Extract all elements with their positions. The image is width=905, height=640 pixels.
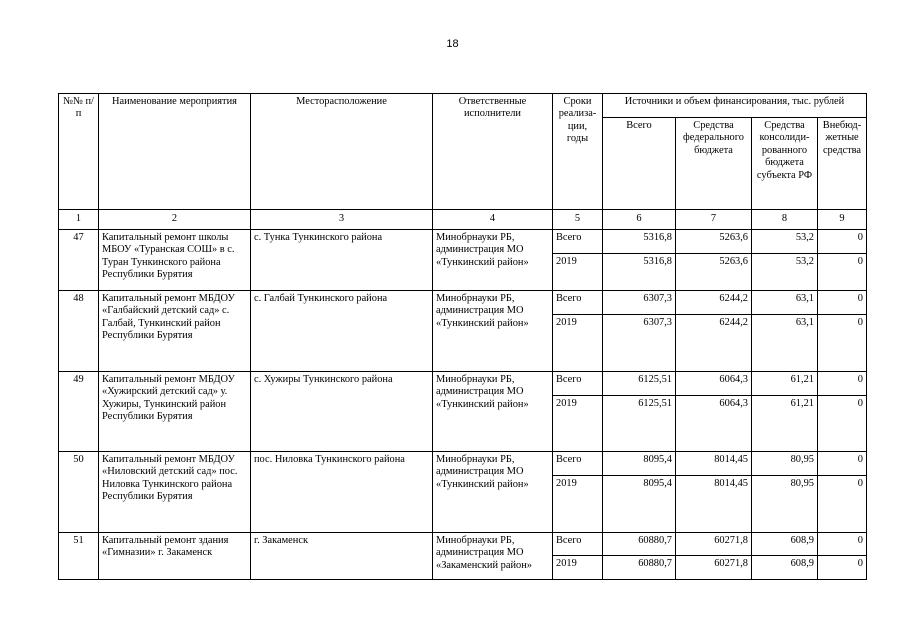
row-federal: 8014,45	[676, 452, 752, 476]
row-name: Капитальный ремонт школы МБОУ «Туранская СОШ» в с. Туран Тункинского района Республики Бурятия	[99, 230, 251, 291]
column-number: 6	[603, 210, 676, 230]
header-financing: Источники и объем финансирования, тыс. рублей	[603, 94, 867, 118]
row-total: 6125,51	[603, 396, 676, 452]
row-responsible: Минобрнауки РБ, администрация МО «Тункинский район»	[433, 230, 553, 291]
row-consolidated: 63,1	[752, 315, 818, 372]
row-term: Всего	[553, 291, 603, 315]
row-name: Капитальный ремонт МБДОУ «Ниловский детский сад» пос. Ниловка Тункинского района Республики Бурятия	[99, 452, 251, 533]
row-consolidated: 53,2	[752, 254, 818, 291]
table-row	[59, 230, 867, 254]
row-term: 2019	[553, 396, 603, 452]
row-location: с. Тунка Тункинского района	[251, 230, 433, 291]
row-federal: 5263,6	[676, 254, 752, 291]
row-term: 2019	[553, 315, 603, 372]
row-name: Капитальный ремонт МБДОУ «Хужирский детский сад» у. Хужиры, Тункинский район Республики Бурятия	[99, 372, 251, 452]
table-row	[59, 372, 867, 396]
row-consolidated: 53,2	[752, 230, 818, 254]
row-term: Всего	[553, 372, 603, 396]
row-total: 6125,51	[603, 372, 676, 396]
row-consolidated: 608,9	[752, 533, 818, 556]
row-total: 5316,8	[603, 230, 676, 254]
row-responsible: Минобрнауки РБ, администрация МО «Закаменский район»	[433, 533, 553, 580]
row-total: 60880,7	[603, 556, 676, 580]
row-consolidated: 61,21	[752, 396, 818, 452]
column-number: 2	[99, 210, 251, 230]
row-total: 60880,7	[603, 533, 676, 556]
row-consolidated: 61,21	[752, 372, 818, 396]
row-federal: 6064,3	[676, 396, 752, 452]
row-consolidated: 80,95	[752, 452, 818, 476]
row-total: 5316,8	[603, 254, 676, 291]
row-federal: 60271,8	[676, 533, 752, 556]
table-body	[59, 230, 867, 580]
header-name: Наименование мероприятия	[99, 94, 251, 210]
table-row	[59, 291, 867, 315]
header-num: №№ п/п	[59, 94, 99, 210]
row-term: 2019	[553, 254, 603, 291]
row-consolidated: 608,9	[752, 556, 818, 580]
row-location: с. Галбай Тункинского района	[251, 291, 433, 372]
row-federal: 6064,3	[676, 372, 752, 396]
column-number: 1	[59, 210, 99, 230]
row-federal: 6244,2	[676, 291, 752, 315]
row-extra: 0	[818, 372, 867, 396]
row-term: 2019	[553, 476, 603, 533]
column-number: 9	[818, 210, 867, 230]
row-location: г. Закаменск	[251, 533, 433, 580]
row-location: пос. Ниловка Тункинского района	[251, 452, 433, 533]
page-number: 18	[446, 38, 459, 50]
row-extra: 0	[818, 230, 867, 254]
row-extra: 0	[818, 315, 867, 372]
header-extrabudget: Внебюджетные средства	[818, 118, 867, 210]
row-term: Всего	[553, 452, 603, 476]
header-location: Месторасположение	[251, 94, 433, 210]
header-total: Всего	[603, 118, 676, 210]
table-row	[59, 452, 867, 476]
row-name: Капитальный ремонт здания «Гимназии» г. Закаменск	[99, 533, 251, 580]
header-consolidated: Средства консолидированного бюджета субъекта РФ	[752, 118, 818, 210]
row-extra: 0	[818, 556, 867, 580]
row-total: 6307,3	[603, 291, 676, 315]
row-term: Всего	[553, 230, 603, 254]
row-federal: 60271,8	[676, 556, 752, 580]
row-num: 49	[59, 372, 99, 452]
row-extra: 0	[818, 476, 867, 533]
row-num: 51	[59, 533, 99, 580]
row-total: 6307,3	[603, 315, 676, 372]
column-number: 3	[251, 210, 433, 230]
row-num: 50	[59, 452, 99, 533]
row-federal: 8014,45	[676, 476, 752, 533]
row-extra: 0	[818, 254, 867, 291]
row-responsible: Минобрнауки РБ, администрация МО «Тункинский район»	[433, 291, 553, 372]
row-extra: 0	[818, 291, 867, 315]
row-consolidated: 80,95	[752, 476, 818, 533]
row-extra: 0	[818, 533, 867, 556]
row-num: 48	[59, 291, 99, 372]
row-consolidated: 63,1	[752, 291, 818, 315]
row-name: Капитальный ремонт МБДОУ «Галбайский детский сад» с. Галбай, Тункинский район Республики Бурятия	[99, 291, 251, 372]
row-federal: 6244,2	[676, 315, 752, 372]
column-number: 4	[433, 210, 553, 230]
row-responsible: Минобрнауки РБ, администрация МО «Тункинский район»	[433, 372, 553, 452]
row-federal: 5263,6	[676, 230, 752, 254]
row-total: 8095,4	[603, 476, 676, 533]
row-num: 47	[59, 230, 99, 291]
row-location: с. Хужиры Тункинского района	[251, 372, 433, 452]
column-number-row	[59, 210, 867, 230]
row-total: 8095,4	[603, 452, 676, 476]
row-term: 2019	[553, 556, 603, 580]
financing-table	[58, 93, 867, 580]
column-number: 5	[553, 210, 603, 230]
column-number: 7	[676, 210, 752, 230]
column-number: 8	[752, 210, 818, 230]
row-term: Всего	[553, 533, 603, 556]
row-extra: 0	[818, 452, 867, 476]
header-federal: Средства федерального бюджета	[676, 118, 752, 210]
header-responsible: Ответственные исполнители	[433, 94, 553, 210]
row-responsible: Минобрнауки РБ, администрация МО «Тункинский район»	[433, 452, 553, 533]
header-terms: Сроки реализации, годы	[553, 94, 603, 210]
table-row	[59, 533, 867, 556]
table-header	[59, 94, 867, 230]
row-extra: 0	[818, 396, 867, 452]
